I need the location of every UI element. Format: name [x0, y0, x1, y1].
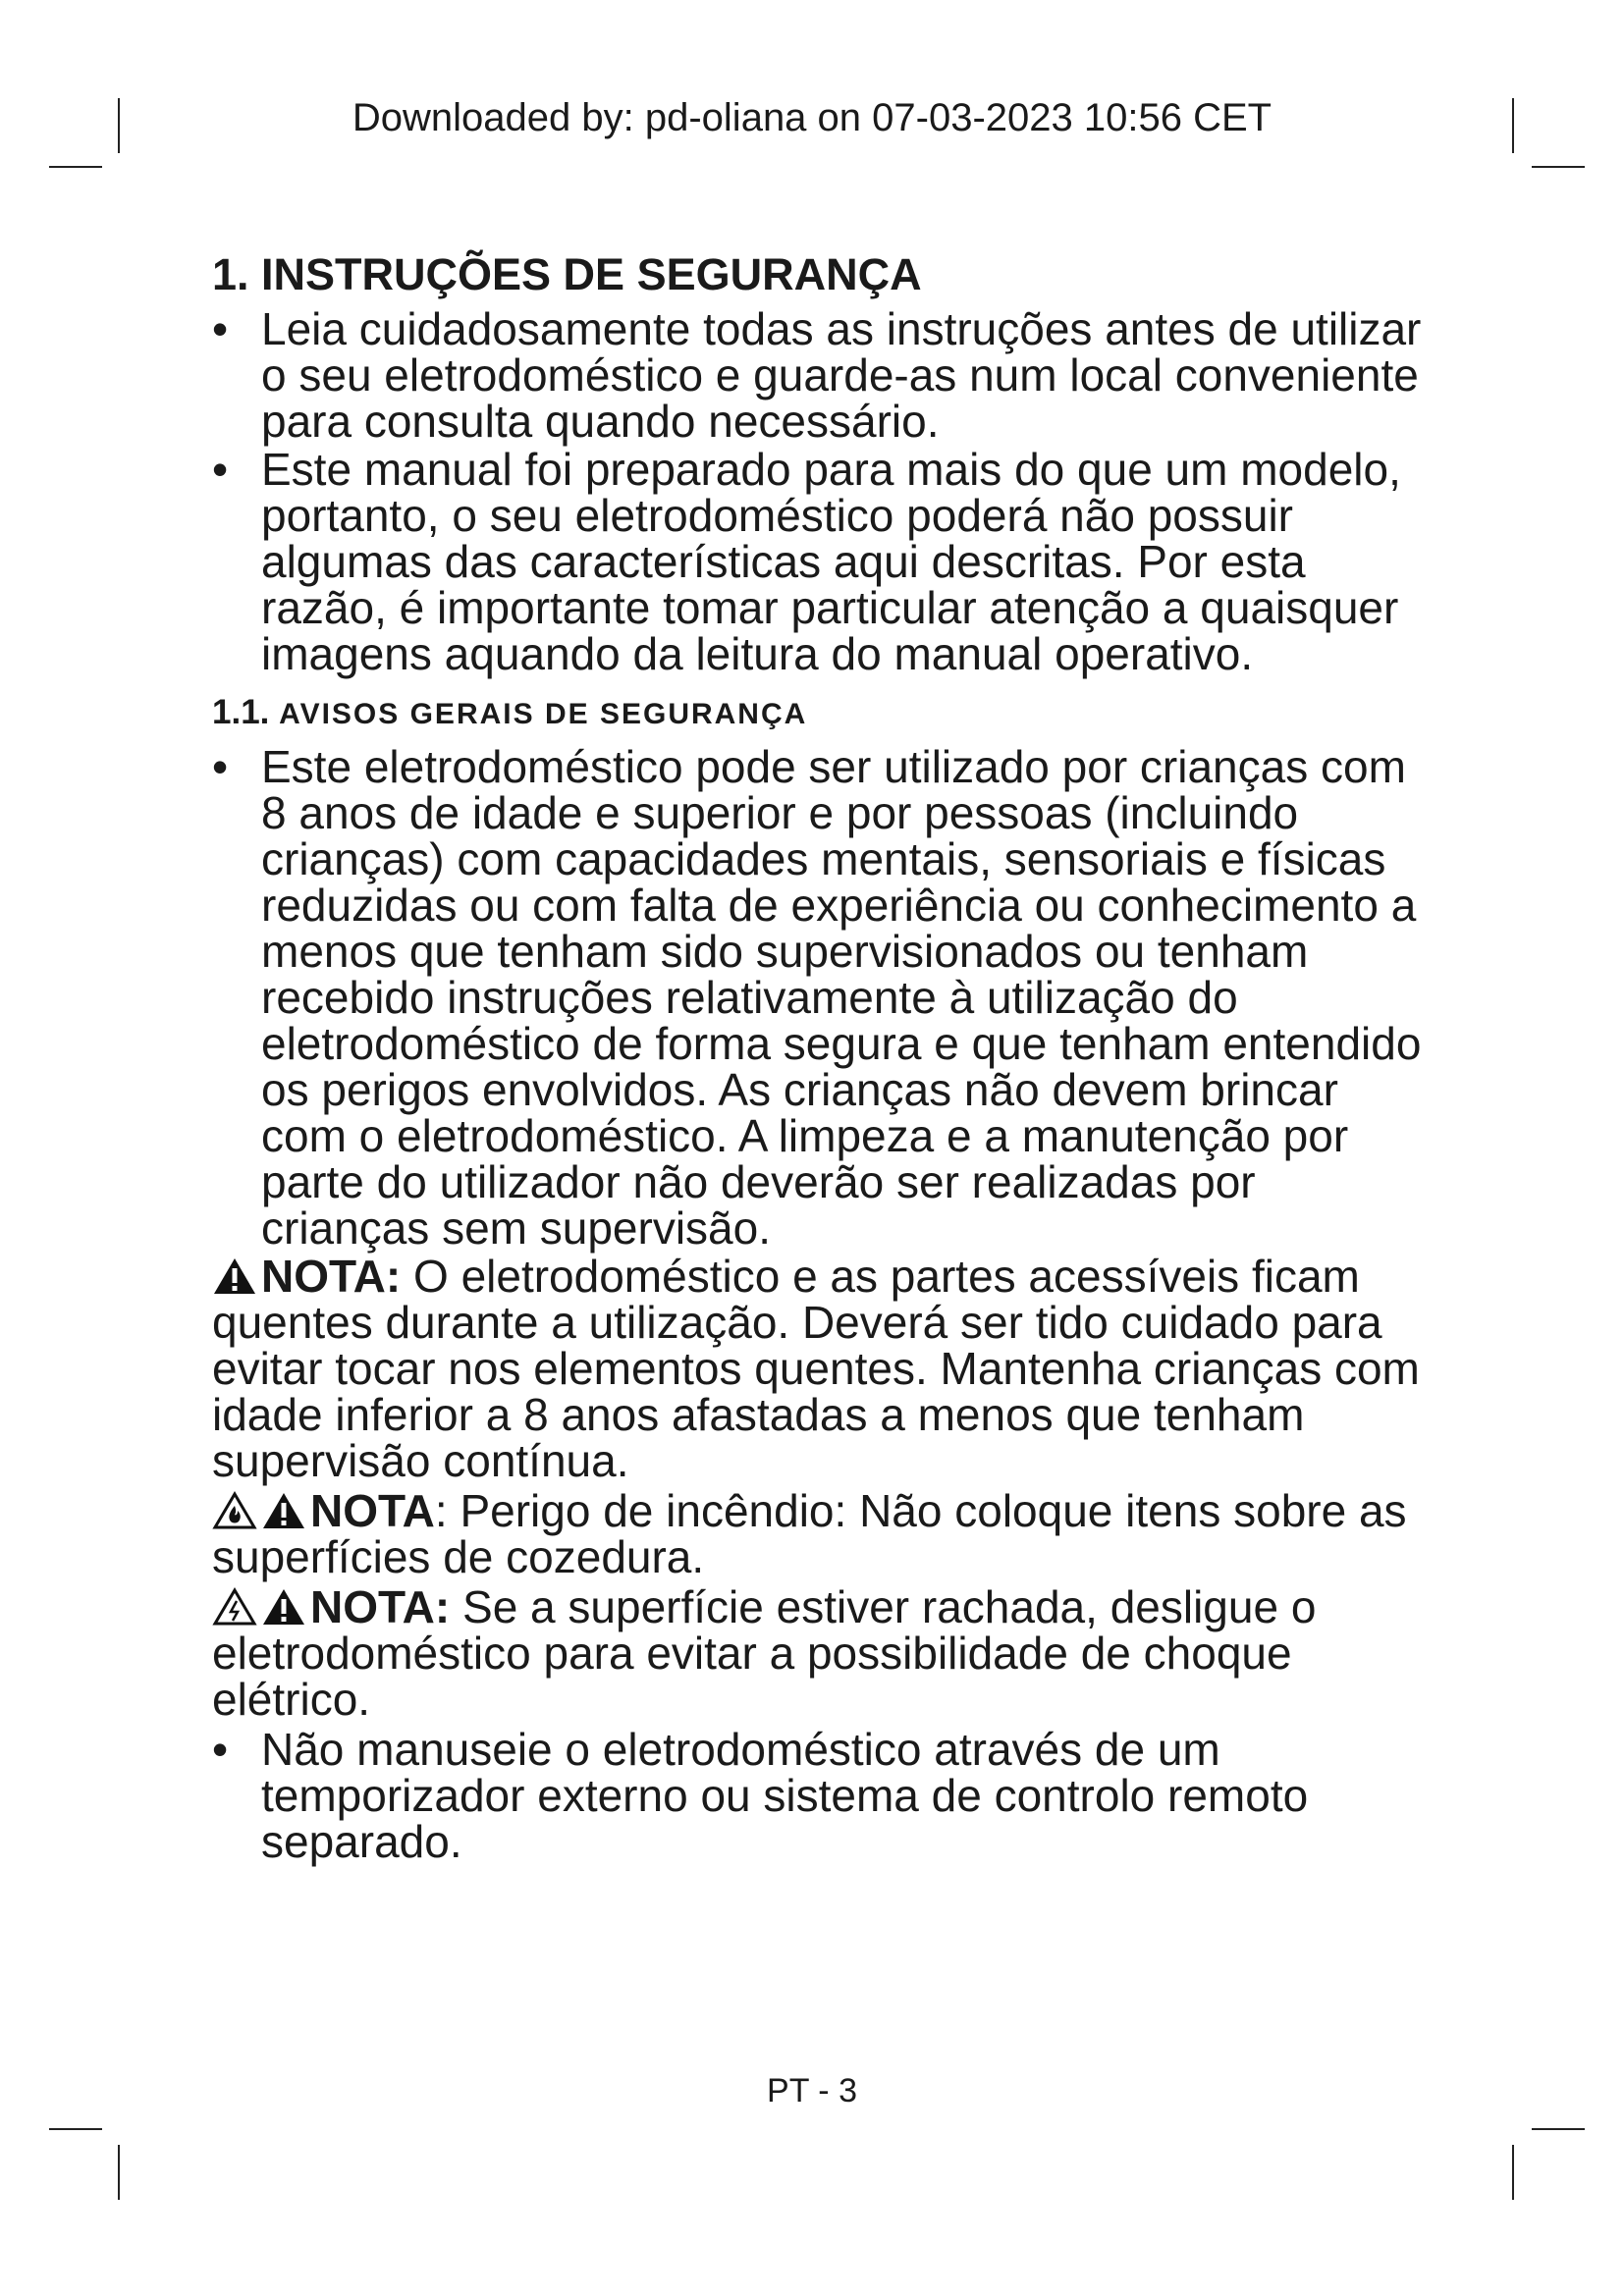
crop-mark-bottom-left-horizontal — [49, 2128, 102, 2130]
general-warnings-list — [212, 741, 1430, 1254]
page-content — [212, 249, 1430, 1867]
page-number: PT - 3 — [767, 2072, 857, 2109]
warning-icon — [212, 1256, 257, 1296]
note-fire-hazard — [212, 1485, 1430, 1582]
bullet-text: Não manuseie o eletrodoméstico através de um temporizador externo ou sistema de controlo remoto separado. — [261, 1724, 1309, 1867]
bullet-dot: • — [212, 303, 229, 354]
list-item — [212, 444, 1430, 679]
note-hot-surfaces — [212, 1251, 1430, 1486]
crop-mark-top-left-horizontal — [49, 166, 102, 168]
warning-icon — [261, 1587, 306, 1627]
bullet-dot: • — [212, 1724, 229, 1775]
list-item — [212, 741, 1430, 1254]
electric-hazard-icon — [212, 1587, 257, 1627]
crop-mark-bottom-left-vertical — [118, 2145, 120, 2200]
bullet-text: Este eletrodoméstico pode ser utilizado por crianças com 8 anos de idade e superior e por pessoas (incluindo crianças) com capacidades mentais, sensoriais e físicas reduzidas ou com falta de experiência ou conhecimento a menos que tenham sido supervisionados ou tenham recebido instruções relativamente à utilização do eletrodoméstico de forma segura e que tenham entendido os perigos envolvidos. As crianças não devem brincar com o eletrodoméstico. A limpeza e a manutenção por parte do utilizador não deverão ser realizadas por crianças sem supervisão. — [261, 741, 1422, 1254]
note-text: : Perigo de incêndio: Não coloque itens sobre as superfícies de cozedura. — [212, 1485, 1407, 1582]
crop-mark-bottom-right-horizontal — [1532, 2128, 1585, 2130]
bullet-text: Leia cuidadosamente todas as instruções antes de utilizar o seu eletrodoméstico e guarde-as num local conveniente para consulta quando necessário. — [261, 303, 1422, 447]
list-item — [212, 1724, 1430, 1867]
section-title: 1. INSTRUÇÕES DE SEGURANÇA — [212, 249, 922, 299]
note-text: Se a superfície estiver rachada, desligue o eletrodoméstico para evitar a possibilidade de choque elétrico. — [212, 1581, 1317, 1725]
fire-hazard-icon — [212, 1491, 257, 1530]
subsection-title: AVISOS GERAIS DE SEGURANÇA — [279, 698, 808, 730]
download-stamp: Downloaded by: pd-oliana on 07-03-2023 10:56 CET — [352, 96, 1272, 139]
crop-mark-bottom-right-vertical — [1512, 2145, 1514, 2200]
crop-mark-top-right-horizontal — [1532, 166, 1585, 168]
bullet-text: Este manual foi preparado para mais do que um modelo, portanto, o seu eletrodoméstico poderá não possuir algumas das características aqui descritas. Por esta razão, é importante tomar particular atenção a quaisquer imagens aquando da leitura do manual operativo. — [261, 444, 1401, 679]
note-label: NOTA: — [310, 1581, 451, 1632]
timer-warning-list — [212, 1724, 1430, 1867]
bullet-dot: • — [212, 444, 229, 495]
note-text: O eletrodoméstico e as partes acessíveis ficam quentes durante a utilização. Deverá ser tido cuidado para evitar tocar nos elementos quentes. Mantenha crianças com idade inferior a 8 anos afastadas a menos que tenham supervisão contínua. — [212, 1251, 1420, 1486]
subsection-heading — [212, 687, 1430, 740]
note-label: NOTA — [310, 1485, 435, 1536]
list-item — [212, 303, 1430, 447]
subsection-number: 1.1. — [212, 693, 270, 731]
note-label: NOTA: — [261, 1251, 402, 1302]
intro-bullet-list — [212, 303, 1430, 679]
note-electric-shock — [212, 1581, 1430, 1725]
warning-icon — [261, 1491, 306, 1530]
bullet-dot: • — [212, 741, 229, 792]
